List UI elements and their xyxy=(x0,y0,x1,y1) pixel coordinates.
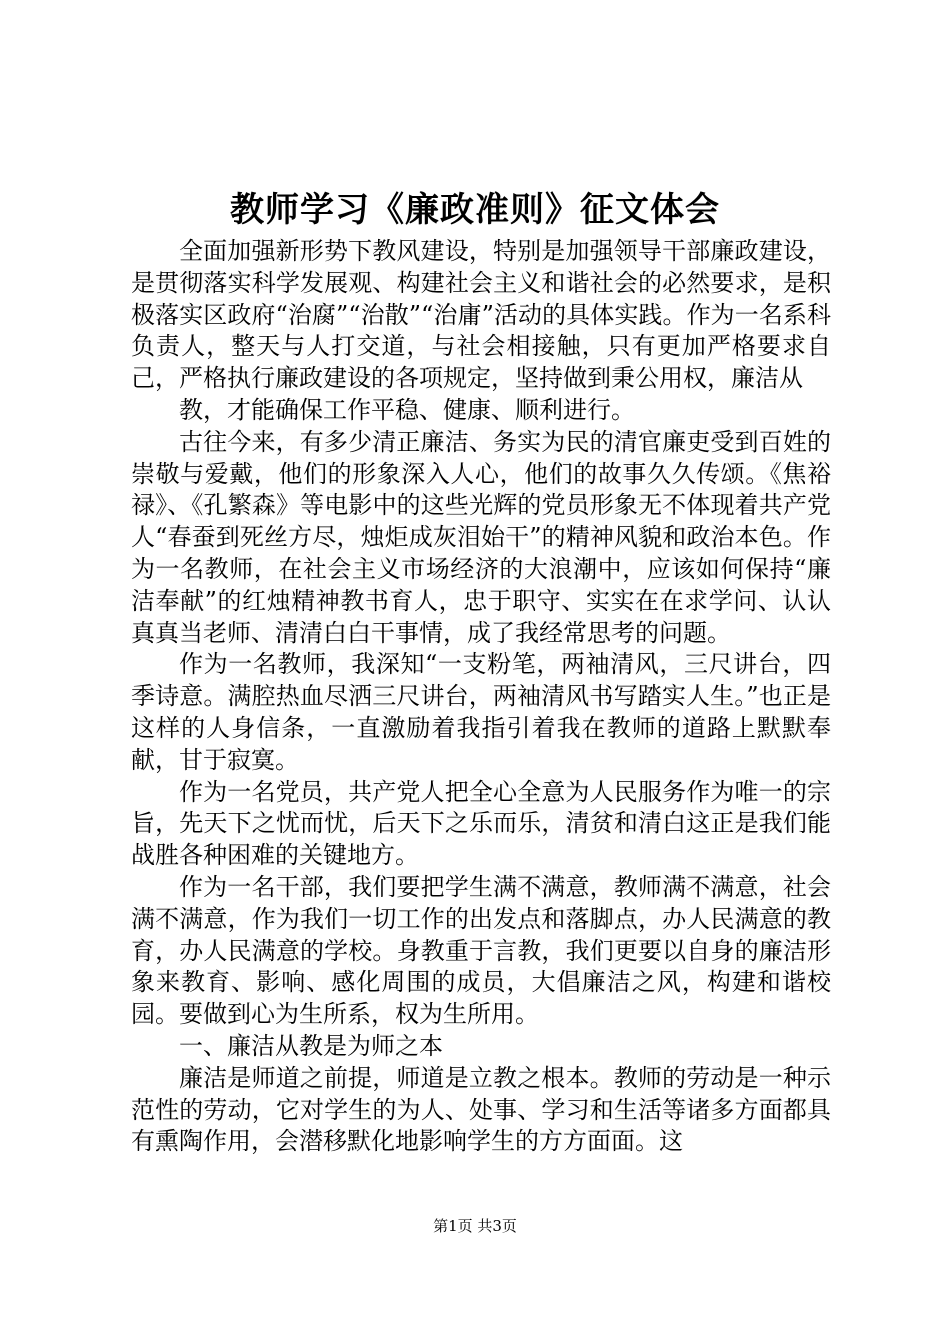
document-body xyxy=(131,236,831,1158)
paragraph: 全面加强新形势下教风建设，特别是加强领导干部廉政建设，是贯彻落实科学发展观、构建社会主义和谐社会的必然要求，是积极落实区政府“治腐”“治散”“治庸”活动的具体实践。作为一名系科负责人，整天与人打交道，与社会相接触，只有更加严格要求自己，严格执行廉政建设的各项规定，坚持做到秉公用权，廉洁从 xyxy=(131,237,831,393)
paragraph: 作为一名党员，共产党人把全心全意为人民服务作为唯一的宗旨，先天下之忧而忧，后天下之乐而乐，清贫和清白这正是我们能战胜各种困难的关键地方。 xyxy=(131,777,831,870)
paragraph: 古往今来，有多少清正廉洁、务实为民的清官廉吏受到百姓的崇敬与爱戴，他们的形象深入人心，他们的故事久久传颂。《焦裕禄》、《孔繁森》等电影中的这些光辉的党员形象无不体现着共产党人“春蚕到死丝方尽，烛炬成灰泪始干”的精神风貌和政治本色。作为一名教师，在社会主义市场经济的大浪潮中，应该如何保持“廉洁奉献”的红烛精神教书育人，忠于职守、实实在在求学问、认认真真当老师、清清白白干事情，成了我经常思考的问题。 xyxy=(131,427,831,647)
section-heading: 一、廉洁从教是为师之本 xyxy=(179,1031,443,1060)
paragraph: 教，才能确保工作平稳、健康、顺利进行。 xyxy=(179,395,635,424)
document-title: 教师学习《廉政准则》征文体会 xyxy=(230,190,720,230)
paragraph: 作为一名干部，我们要把学生满不满意，教师满不满意，社会满不满意，作为我们一切工作的出发点和落脚点，办人民满意的教育，办人民满意的学校。身教重于言教，我们更要以自身的廉洁形象来教育、影响、感化周围的成员，大倡廉洁之风，构建和谐校园。要做到心为生所系，权为生所用。 xyxy=(131,872,831,1029)
paragraph: 廉洁是师道之前提，师道是立教之根本。教师的劳动是一种示范性的劳动，它对学生的为人、处事、学习和生活等诸多方面都具有熏陶作用，会潜移默化地影响学生的方方面面。这 xyxy=(131,1063,831,1156)
paragraph: 作为一名教师，我深知“一支粉笔，两袖清风，三尺讲台，四季诗意。满腔热血尽洒三尺讲台，两袖清风书写踏实人生。”也正是这样的人身信条，一直激励着我指引着我在教师的道路上默默奉献，甘于寂寞。 xyxy=(131,650,831,774)
page-footer: 第1页 共3页 xyxy=(433,1217,517,1235)
